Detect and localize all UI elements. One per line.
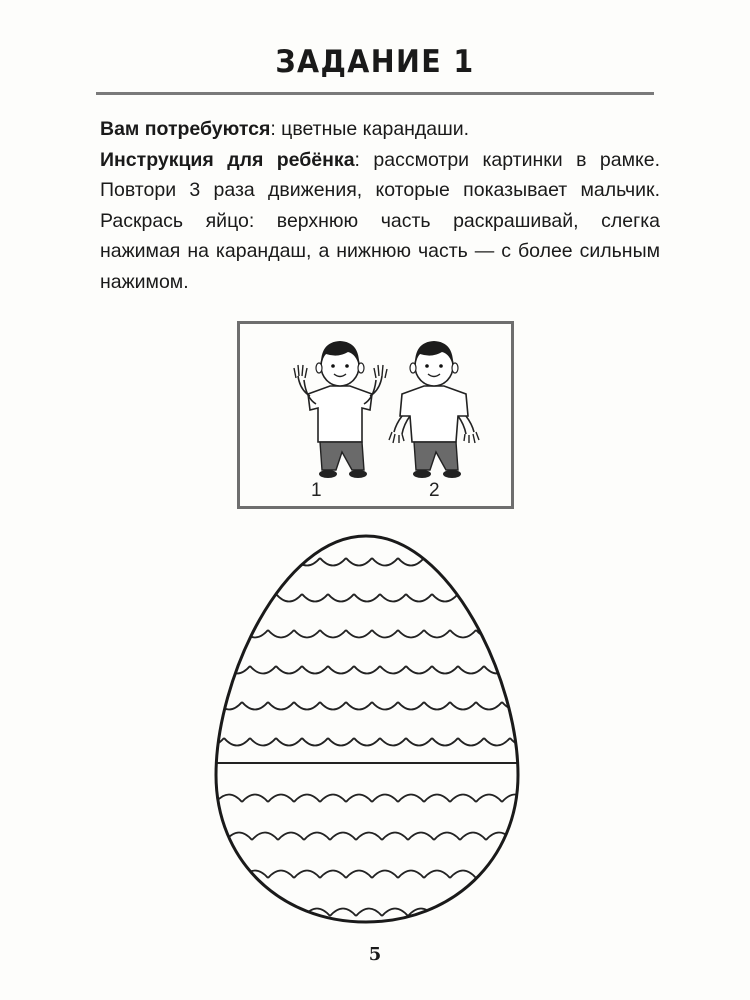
boys-illustration [240, 324, 511, 506]
easter-egg-outline [200, 530, 540, 930]
movement-frame [237, 321, 514, 509]
instruction-text: : рассмотри картинки в рамке. Повтори 3 раза движения, которые показывает мальчик. Раскрась яйцо: верхнюю часть раскрашивай, слегка нажимая на карандаш, а нижнюю часть — с более сильным нажимом. [100, 148, 660, 293]
scallop-row-upper [200, 702, 540, 710]
egg-outline [216, 536, 518, 922]
scallop-row-upper [200, 558, 540, 566]
page-number: 5 [368, 944, 382, 965]
figure-label-2: 2 [429, 480, 440, 501]
task-title: ЗАДАНИЕ 1 [275, 44, 475, 80]
figure-label-1: 1 [311, 480, 322, 501]
scallop-row-lower [200, 833, 540, 841]
instructions-block [100, 114, 660, 297]
materials-line [100, 114, 660, 145]
instruction-label: Инструкция для ребёнка [100, 148, 355, 171]
scallop-row-upper [200, 666, 540, 674]
scallop-row-lower [200, 909, 540, 917]
boy-hands-down-icon [389, 341, 479, 478]
title-divider [96, 92, 654, 95]
scallop-row-upper [200, 594, 540, 602]
boy-hands-up-icon [294, 341, 387, 478]
scallop-row-lower [200, 795, 540, 803]
instruction-paragraph [100, 145, 660, 298]
materials-label: Вам потребуются [100, 118, 271, 140]
scallop-row-upper [200, 738, 540, 746]
materials-text: : цветные карандаши. [270, 118, 470, 140]
